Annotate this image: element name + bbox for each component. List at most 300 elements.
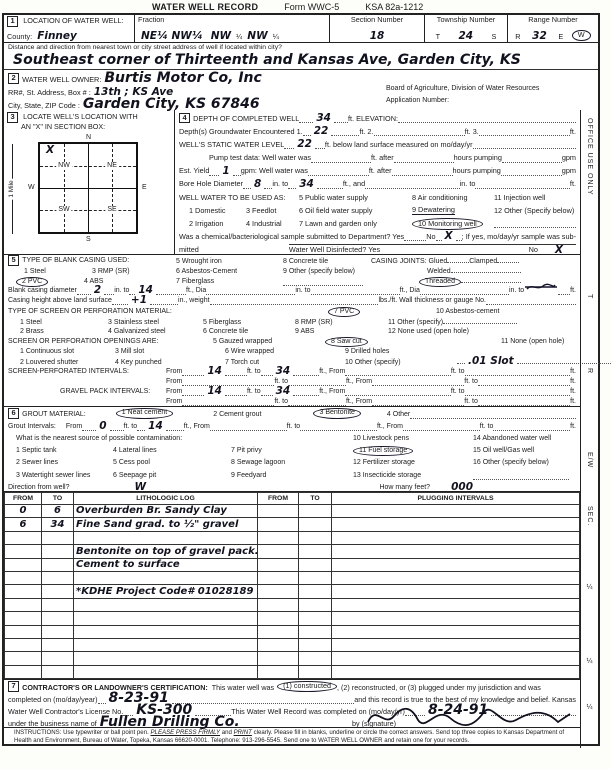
office-t: T <box>586 294 594 300</box>
log-row <box>5 518 580 531</box>
blank <box>293 388 319 396</box>
record-completed-label: This Water Well Record was completed on (mo/day/yr) <box>231 706 405 716</box>
blank <box>243 181 251 189</box>
blank <box>225 388 247 396</box>
log-to <box>42 558 74 571</box>
casing-option-2-circled: 2 PVC <box>16 277 48 287</box>
document-title: WATER WELL RECORD <box>152 2 259 12</box>
township-cell <box>425 15 508 42</box>
mitted-label: mitted <box>178 245 199 255</box>
open-option-2: 2 Louvered shutter <box>20 358 79 366</box>
blank <box>308 168 369 176</box>
blank <box>345 368 451 376</box>
grout-to-value: 14 <box>148 420 163 433</box>
plug-desc <box>332 531 580 544</box>
contam-option-13: 13 Insecticide storage <box>353 471 422 479</box>
log-to <box>42 625 74 638</box>
log-from <box>5 558 42 571</box>
groundwater2-label: ft. 2. <box>359 126 374 136</box>
quarter-mark: ¼ <box>236 31 243 41</box>
open-other-value: .01 Slot <box>468 354 514 367</box>
ft-label: ft. <box>570 287 577 295</box>
screen-material-row-1 <box>4 326 580 336</box>
blank <box>182 368 204 376</box>
casing-diameter-line <box>4 285 580 295</box>
plug-desc <box>332 665 580 678</box>
screen-material-row-0 <box>4 316 580 326</box>
no-label: No <box>426 232 436 242</box>
log-desc <box>74 638 258 651</box>
section3-title: LOCATE WELL'S LOCATION WITH <box>23 112 138 121</box>
log-row <box>5 545 580 558</box>
ft-to-label: ft. to <box>123 423 138 431</box>
direction-label: Direction from well? <box>8 483 70 491</box>
blank <box>447 255 469 263</box>
instructions-press-firmly: PLEASE PRESS FIRMLY <box>150 729 221 737</box>
log-desc <box>74 652 258 665</box>
blank <box>317 181 343 189</box>
ft-to-label: ft. to <box>286 423 301 431</box>
contam-option-8: 8 Sewage lagoon <box>231 459 286 467</box>
use-option-2: 2 Irrigation <box>188 218 224 228</box>
license-value: KS-300 <box>136 702 193 719</box>
section2-number: 2 <box>8 73 19 84</box>
contam-option-1: 1 Septic tank <box>16 447 57 455</box>
feet-value: 000 <box>451 480 473 493</box>
use-option-1: 1 Domestic <box>188 205 226 215</box>
contam-option-12: 12 Fertilizer storage <box>353 459 415 467</box>
elevation-label: ft. ELEVATION: <box>348 113 399 123</box>
plug-desc <box>332 505 580 518</box>
office-r: R <box>586 368 594 375</box>
lithologic-log-table <box>4 492 580 679</box>
screen-material-title: TYPE OF SCREEN OR PERFORATION MATERIAL: <box>8 307 172 315</box>
fraction-label: Fraction <box>138 15 165 24</box>
log-header-from2: FROM <box>258 493 299 505</box>
log-header-to: TO <box>42 493 74 505</box>
main-wrap <box>4 110 598 748</box>
blank <box>465 368 571 376</box>
grout-title: GROUT MATERIAL: <box>22 411 86 419</box>
section1-title: LOCATION OF WATER WELL: <box>23 16 124 25</box>
blank <box>77 287 91 295</box>
open-option-5: 5 Gauzed wrapped <box>213 337 273 345</box>
section1-number: 1 <box>7 16 18 27</box>
blank <box>478 398 570 406</box>
fraction-value: NE¼ NW¼ <box>141 29 203 42</box>
plug-to <box>299 638 332 651</box>
sample-line <box>175 228 580 241</box>
open-option-1: 1 Continuous slot <box>20 347 75 355</box>
gravel-interval-from: 14 <box>207 385 222 398</box>
blank <box>283 278 363 286</box>
log-to: 6 <box>42 505 74 518</box>
ft-to-label: ft. to <box>479 423 494 431</box>
blank <box>465 388 571 396</box>
crossed-out-scribble <box>524 282 558 295</box>
blank <box>372 378 464 386</box>
grout-intervals-row <box>4 419 580 431</box>
yield-label: Est. Yield <box>178 166 210 176</box>
blank <box>210 297 379 305</box>
form-statute: KSA 82a-1212 <box>365 2 424 12</box>
blank <box>394 155 454 163</box>
section7-certification <box>4 679 580 731</box>
log-from <box>5 545 42 558</box>
casing-option-5: 5 Wrought iron <box>176 258 222 265</box>
in-to-label: in. to <box>272 179 289 189</box>
plug-from <box>258 625 299 638</box>
log-desc <box>74 598 258 611</box>
height-value: +1 <box>130 294 148 307</box>
open-option-3: 3 Mill slot <box>115 347 145 355</box>
instructions-part1: INSTRUCTIONS: Use typewriter or ball point pen. <box>14 729 151 737</box>
use-option-6: 6 Oil field water supply <box>298 205 373 215</box>
casing-option-2-wrap <box>16 278 84 286</box>
use-option-10-wrap <box>412 220 483 228</box>
log-row <box>5 505 580 518</box>
log-desc <box>74 531 258 544</box>
log-from <box>5 638 42 651</box>
groundwater3-label: ft. 3. <box>464 126 479 136</box>
log-to <box>42 612 74 625</box>
depth-value: 34 <box>316 112 331 125</box>
office-quarter-3: ¼ <box>586 704 594 712</box>
use-col1 <box>179 207 299 215</box>
static-water-line <box>175 136 580 149</box>
diameter-label: Blank casing diameter <box>8 287 77 295</box>
range-line <box>511 30 595 41</box>
log-header-row <box>5 493 580 505</box>
open-option-8-wrap <box>325 338 439 346</box>
range-label: Range Number <box>528 15 578 24</box>
ft-from-label: ft., From <box>345 378 373 386</box>
owner-row <box>4 70 598 84</box>
contamination-label: What is the nearest source of possible contamination: <box>16 435 183 443</box>
blank <box>293 368 319 376</box>
plug-from <box>258 545 299 558</box>
casing-option-6: 6 Asbestos-Cement <box>176 268 238 276</box>
completed-date: 8-23-91 <box>108 690 169 707</box>
blank <box>288 378 346 386</box>
blank <box>311 287 400 295</box>
blank <box>166 423 184 431</box>
blank <box>334 115 348 123</box>
blank <box>137 423 145 431</box>
mat-option-11 <box>388 316 576 327</box>
section7-number: 7 <box>8 681 19 692</box>
blank <box>479 128 570 136</box>
log-desc <box>74 625 258 638</box>
grout-option-1-circled: 1 Neat cement <box>116 408 174 419</box>
gravel-intervals-label: GRAVEL PACK INTERVALS: <box>60 388 151 396</box>
disinfected-no-x: X <box>554 243 563 256</box>
blank <box>497 255 519 263</box>
use-option-5: 5 Public water supply <box>298 192 368 202</box>
blank <box>365 181 459 189</box>
contamination-row-3 <box>4 467 580 479</box>
bore-depth-value: 34 <box>299 177 314 190</box>
log-desc: Overburden Br. Sandy Clay <box>74 505 258 518</box>
blank <box>311 155 371 163</box>
plug-to <box>299 598 332 611</box>
diameter-value: 2 <box>93 284 102 297</box>
plug-desc <box>332 652 580 665</box>
gpm-label: gpm <box>561 166 576 176</box>
screen-interval-to: 34 <box>275 365 291 378</box>
screen-intervals-row-2 <box>4 376 580 386</box>
grout-from-value: 0 <box>99 420 107 433</box>
office-ew: E/W <box>586 452 594 469</box>
ft-label: ft. <box>570 368 576 376</box>
street-address-label: RR#, St. Address, Box # : <box>8 87 91 97</box>
hours-label: hours pumping <box>453 153 502 163</box>
log-row <box>5 665 580 678</box>
feet-label: How many feet? <box>379 483 431 491</box>
township-t: T <box>435 31 441 41</box>
log-from <box>5 612 42 625</box>
casing-option-4: 4 ABS <box>84 278 104 286</box>
static-water-value: 22 <box>297 138 312 151</box>
ft-from-label: ft., From <box>319 388 346 396</box>
office-use-label: OFFICE USE ONLY <box>586 118 594 196</box>
log-to <box>42 585 74 598</box>
direction-value: W <box>134 480 147 493</box>
log-from: 6 <box>5 518 42 531</box>
from-label: From <box>166 378 183 386</box>
depth-label: DEPTH OF COMPLETED WELL <box>193 113 300 123</box>
open-option-11: 11 None (open hole) <box>501 337 565 345</box>
quadrant-ne: NE <box>107 161 117 169</box>
no-label: No <box>528 245 538 255</box>
ft-to-label: ft. to <box>246 368 261 376</box>
log-from <box>5 598 42 611</box>
log-from <box>5 585 42 598</box>
log-row <box>5 558 580 571</box>
contamination-row-2 <box>4 455 580 467</box>
plug-to <box>299 571 332 584</box>
blank <box>473 141 576 149</box>
office-sec: SEC. <box>586 506 594 527</box>
from-label: From <box>166 368 183 376</box>
blank <box>443 316 517 324</box>
owner-name: Burtis Motor Co, Inc <box>104 70 262 86</box>
ft-to-label: ft. to <box>274 378 288 386</box>
open-option-9: 9 Drilled holes <box>345 347 390 355</box>
use-option-11: 11 Injection well <box>493 192 546 202</box>
groundwater1-value: 22 <box>313 125 329 138</box>
use-option-10-circled: 10 Monitoring well <box>412 218 483 230</box>
blank <box>182 378 274 386</box>
gravel-interval-to: 34 <box>275 385 291 398</box>
bore-diameter-value: 8 <box>254 177 262 190</box>
blank <box>182 398 274 406</box>
open-option-6: 6 Wire wrapped <box>225 347 275 355</box>
grout-option-3-circled: 3 Bentonite <box>313 408 360 419</box>
log-to <box>42 545 74 558</box>
log-desc <box>74 612 258 625</box>
contamination-row-0 <box>4 431 580 443</box>
contam-option-10: 10 Livestock pens <box>353 435 410 443</box>
from-label: From <box>166 388 183 396</box>
contam-option-11-circled: 11 Fuel storage <box>353 446 413 456</box>
agency-name: Board of Agriculture, Division of Water Resources <box>386 85 540 92</box>
blank <box>225 368 247 376</box>
contam-option-7: 7 Pit privy <box>231 447 262 455</box>
in-to-label: in. to <box>114 287 130 295</box>
casing-option-7: 7 Fiberglass <box>176 278 215 286</box>
range-e: E <box>558 31 564 41</box>
ft-label: ft. <box>569 126 576 136</box>
contam-option-4: 4 Lateral lines <box>113 447 157 455</box>
threaded-circled: Threaded <box>419 277 461 287</box>
county-label: County: <box>7 31 33 41</box>
section5-title-wrap <box>8 255 176 266</box>
plug-desc <box>332 612 580 625</box>
blank <box>403 423 480 431</box>
blank <box>284 141 294 149</box>
clamped-label: Clamped <box>469 258 498 265</box>
casing-row-2 <box>4 275 580 285</box>
log-desc <box>74 571 258 584</box>
contam-option-5: 5 Cess pool <box>113 459 150 467</box>
section5-number: 5 <box>8 255 19 266</box>
section-number-label: Section Number <box>350 15 404 24</box>
fraction-quarter1: NW <box>210 29 232 42</box>
open-option-10: 10 Other (specify) <box>345 358 401 366</box>
wall-label: lbs./ft. Wall thickness or gauge No. <box>378 297 486 305</box>
open-option-8-circled: 8 Saw cut <box>325 337 368 347</box>
plug-from <box>258 652 299 665</box>
blank <box>156 287 186 295</box>
casing-row-1 <box>4 265 580 275</box>
section4-well-data <box>175 110 580 254</box>
use-option-3: 3 Feedlot <box>245 205 277 215</box>
section3-title2: AN "X" IN SECTION BOX: <box>21 121 106 131</box>
contam-option-6: 6 Seepage pit <box>113 471 157 479</box>
use-option-9-underlined: 9 Dewatering <box>411 204 455 214</box>
mat-option-12: 12 None used (open hole) <box>388 327 469 335</box>
business-name-label: under the business name of <box>8 718 97 728</box>
plug-to <box>299 652 332 665</box>
compass-n: N <box>86 134 92 141</box>
fraction-line <box>138 29 326 42</box>
log-desc: Cement to surface <box>74 558 258 571</box>
log-row <box>5 652 580 665</box>
mile-label: 1 Mile <box>8 180 15 198</box>
contam-option-15: 15 Oil well/Gas well <box>473 447 535 455</box>
office-quarter-1: ¼ <box>586 584 594 592</box>
ft-to-label: ft. to <box>274 398 288 406</box>
use-option-8: 8 Air conditioning <box>411 192 468 202</box>
blank <box>182 388 204 396</box>
casing-option-9: 9 Other (specify below) <box>283 268 355 276</box>
blank <box>475 181 569 189</box>
blank <box>374 128 465 136</box>
blank <box>233 168 241 176</box>
use-option-7: 7 Lawn and garden only <box>298 218 377 228</box>
in-to-label: in. to <box>459 179 476 189</box>
contamination-row-1 <box>4 443 580 455</box>
log-desc: Bentonite on top of gravel pack. <box>74 545 258 558</box>
bore-label: Bore Hole Diameter <box>178 179 244 189</box>
grout-title-row <box>4 407 580 419</box>
section4-number: 4 <box>179 113 190 124</box>
groundwater-line <box>175 123 580 136</box>
blank <box>206 287 295 295</box>
blank <box>331 128 359 136</box>
log-to <box>42 598 74 611</box>
section1-title-line <box>7 16 131 27</box>
city-value: Garden City, KS 67846 <box>82 96 260 112</box>
business-name-value: Fullen Drilling Co. <box>99 714 240 731</box>
ft-dia-label: ft., Dia <box>186 287 207 295</box>
blank <box>404 233 426 241</box>
screen-intervals-row-1 <box>4 366 580 376</box>
street-address-value: 13th ; KS Ave <box>93 86 174 98</box>
blank <box>502 155 562 163</box>
blank <box>473 472 569 480</box>
quarter-mark: ¼ <box>272 31 279 41</box>
mat-option-2: 2 Brass <box>20 327 44 335</box>
blank <box>300 423 377 431</box>
log-from <box>5 531 42 544</box>
blank <box>345 388 451 396</box>
plug-from <box>258 505 299 518</box>
plug-from <box>258 638 299 651</box>
grout-option-4: 4 Other <box>386 411 411 419</box>
plug-desc <box>332 545 580 558</box>
fraction-cell <box>135 15 330 42</box>
diameter-to-value: 14 <box>138 284 153 297</box>
groundwater-label: Depth(s) Groundwater Encountered 1. <box>178 126 303 136</box>
mat-option-9: 9 ABS <box>295 327 315 335</box>
plug-desc <box>332 585 580 598</box>
plug-desc <box>332 638 580 651</box>
use-row-2 <box>175 215 580 228</box>
blank <box>461 275 521 283</box>
screen-intervals-label: SCREEN-PERFORATED INTERVALS: <box>8 368 129 376</box>
plug-desc <box>332 518 580 531</box>
section5-casing <box>4 255 580 407</box>
use-row-1 <box>175 202 580 215</box>
elevation-blank <box>398 115 576 123</box>
owner-address-block <box>4 84 598 110</box>
mat-option-3: 3 Stainless steel <box>108 318 159 326</box>
ft-from-label: ft., From <box>376 423 404 431</box>
log-row <box>5 598 580 611</box>
joints-label: CASING JOINTS: Glued <box>371 258 448 265</box>
signature-label: by (signature) <box>352 718 396 728</box>
owner-address-left <box>4 84 380 110</box>
quadrant-se: SE <box>107 205 117 213</box>
plug-desc <box>332 598 580 611</box>
use-row-0 <box>175 189 580 202</box>
sample-tail: ; If yes, mo/day/yr sample was sub- <box>461 232 576 242</box>
plug-from <box>258 518 299 531</box>
blank <box>392 168 453 176</box>
section3-locate-box <box>4 110 175 254</box>
plug-from <box>258 531 299 544</box>
contam-option-9: 9 Feedyard <box>231 471 267 479</box>
log-row <box>5 638 580 651</box>
casing-height-line <box>4 295 580 305</box>
and-label: ft., and <box>342 179 366 189</box>
direction-row <box>4 480 580 492</box>
grout-option-2: 2 Cement grout <box>213 411 262 419</box>
open-option-4: 4 Key punched <box>115 358 162 366</box>
plug-from <box>258 598 299 611</box>
